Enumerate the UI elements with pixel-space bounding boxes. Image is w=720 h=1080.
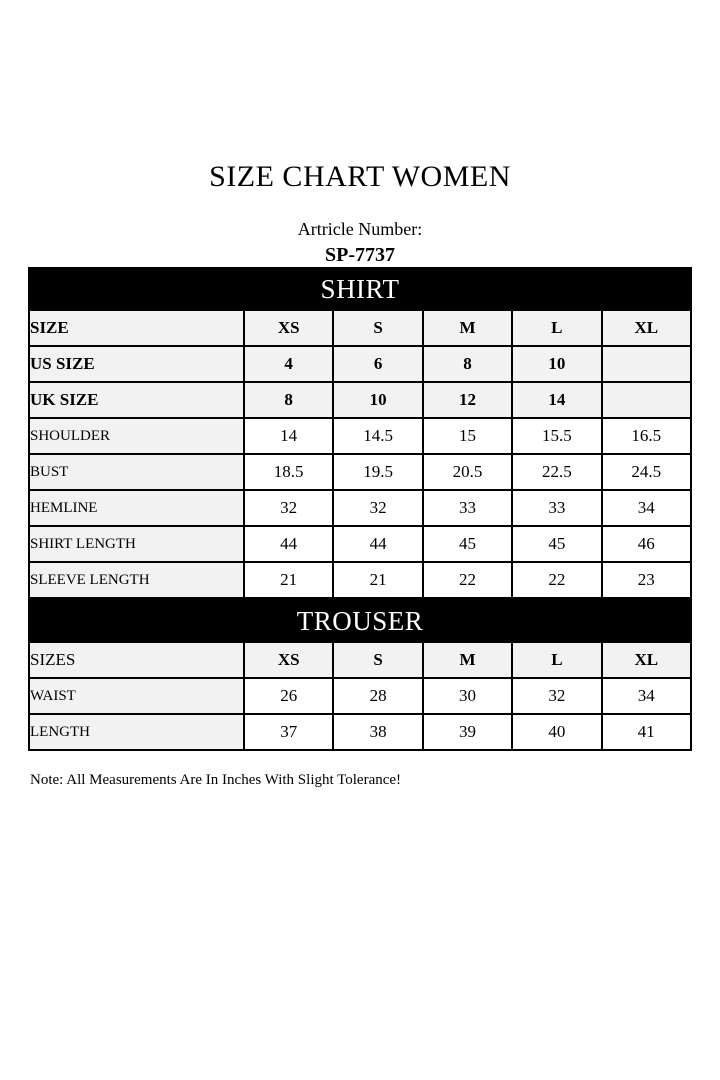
measurement-note: Note: All Measurements Are In Inches With Slight Tolerance!	[30, 772, 402, 789]
row-label-cell: LENGTH	[29, 714, 244, 750]
size-value-cell: 8	[423, 346, 512, 382]
size-value-cell: 26	[244, 678, 333, 714]
row-label-cell: SIZES	[29, 642, 244, 678]
size-value-cell: 14	[512, 382, 601, 418]
size-value-cell: 44	[244, 526, 333, 562]
table-row	[29, 526, 691, 562]
size-value-cell: 19.5	[333, 454, 422, 490]
shirt-table-title: SHIRT	[29, 268, 691, 310]
table-row	[29, 714, 691, 750]
size-value-cell: 10	[333, 382, 422, 418]
size-value-cell: M	[423, 642, 512, 678]
size-value-cell: 15	[423, 418, 512, 454]
table-row	[29, 454, 691, 490]
size-value-cell: 34	[602, 678, 691, 714]
article-number: SP-7737	[325, 244, 395, 267]
table-row	[29, 678, 691, 714]
size-value-cell: 4	[244, 346, 333, 382]
size-value-cell	[602, 346, 691, 382]
table-row	[29, 346, 691, 382]
size-value-cell: XL	[602, 310, 691, 346]
table-row	[29, 310, 691, 346]
table-row	[29, 382, 691, 418]
size-value-cell: 32	[333, 490, 422, 526]
size-value-cell: 12	[423, 382, 512, 418]
size-value-cell: 16.5	[602, 418, 691, 454]
size-value-cell: 41	[602, 714, 691, 750]
size-value-cell: 20.5	[423, 454, 512, 490]
row-label-cell: SHOULDER	[29, 418, 244, 454]
size-value-cell: S	[333, 642, 422, 678]
size-value-cell: M	[423, 310, 512, 346]
size-value-cell: XS	[244, 310, 333, 346]
trouser-table-title: TROUSER	[29, 600, 691, 642]
size-value-cell: XS	[244, 642, 333, 678]
size-value-cell: 23	[602, 562, 691, 598]
size-value-cell: 24.5	[602, 454, 691, 490]
size-value-cell: L	[512, 642, 601, 678]
row-label-cell: HEMLINE	[29, 490, 244, 526]
size-value-cell: 18.5	[244, 454, 333, 490]
row-label-cell: US SIZE	[29, 346, 244, 382]
size-value-cell	[602, 382, 691, 418]
size-value-cell: 28	[333, 678, 422, 714]
table-row	[29, 418, 691, 454]
trouser-table	[28, 599, 692, 751]
size-value-cell: 21	[333, 562, 422, 598]
row-label-cell: UK SIZE	[29, 382, 244, 418]
size-value-cell: 33	[512, 490, 601, 526]
size-value-cell: 21	[244, 562, 333, 598]
row-label-cell: SIZE	[29, 310, 244, 346]
page-title: SIZE CHART WOMEN	[209, 160, 511, 193]
size-value-cell: 44	[333, 526, 422, 562]
row-label-cell: BUST	[29, 454, 244, 490]
size-value-cell: 32	[244, 490, 333, 526]
size-value-cell: 30	[423, 678, 512, 714]
table-title-row	[29, 268, 691, 310]
size-value-cell: 33	[423, 490, 512, 526]
size-value-cell: S	[333, 310, 422, 346]
size-value-cell: 14	[244, 418, 333, 454]
table-row	[29, 642, 691, 678]
size-value-cell: 46	[602, 526, 691, 562]
size-value-cell: 22	[423, 562, 512, 598]
row-label-cell: SLEEVE LENGTH	[29, 562, 244, 598]
size-value-cell: 32	[512, 678, 601, 714]
size-value-cell: 10	[512, 346, 601, 382]
size-value-cell: 14.5	[333, 418, 422, 454]
size-value-cell: 39	[423, 714, 512, 750]
size-value-cell: 34	[602, 490, 691, 526]
size-value-cell: 40	[512, 714, 601, 750]
size-value-cell: 38	[333, 714, 422, 750]
table-row	[29, 562, 691, 598]
size-value-cell: XL	[602, 642, 691, 678]
size-value-cell: L	[512, 310, 601, 346]
size-value-cell: 6	[333, 346, 422, 382]
article-number-label: Artricle Number:	[297, 218, 423, 239]
size-value-cell: 8	[244, 382, 333, 418]
row-label-cell: WAIST	[29, 678, 244, 714]
size-value-cell: 37	[244, 714, 333, 750]
table-title-row	[29, 600, 691, 642]
table-row	[29, 490, 691, 526]
size-value-cell: 22	[512, 562, 601, 598]
size-value-cell: 15.5	[512, 418, 601, 454]
size-value-cell: 45	[423, 526, 512, 562]
row-label-cell: SHIRT LENGTH	[29, 526, 244, 562]
size-value-cell: 22.5	[512, 454, 601, 490]
size-value-cell: 45	[512, 526, 601, 562]
shirt-table	[28, 267, 692, 599]
